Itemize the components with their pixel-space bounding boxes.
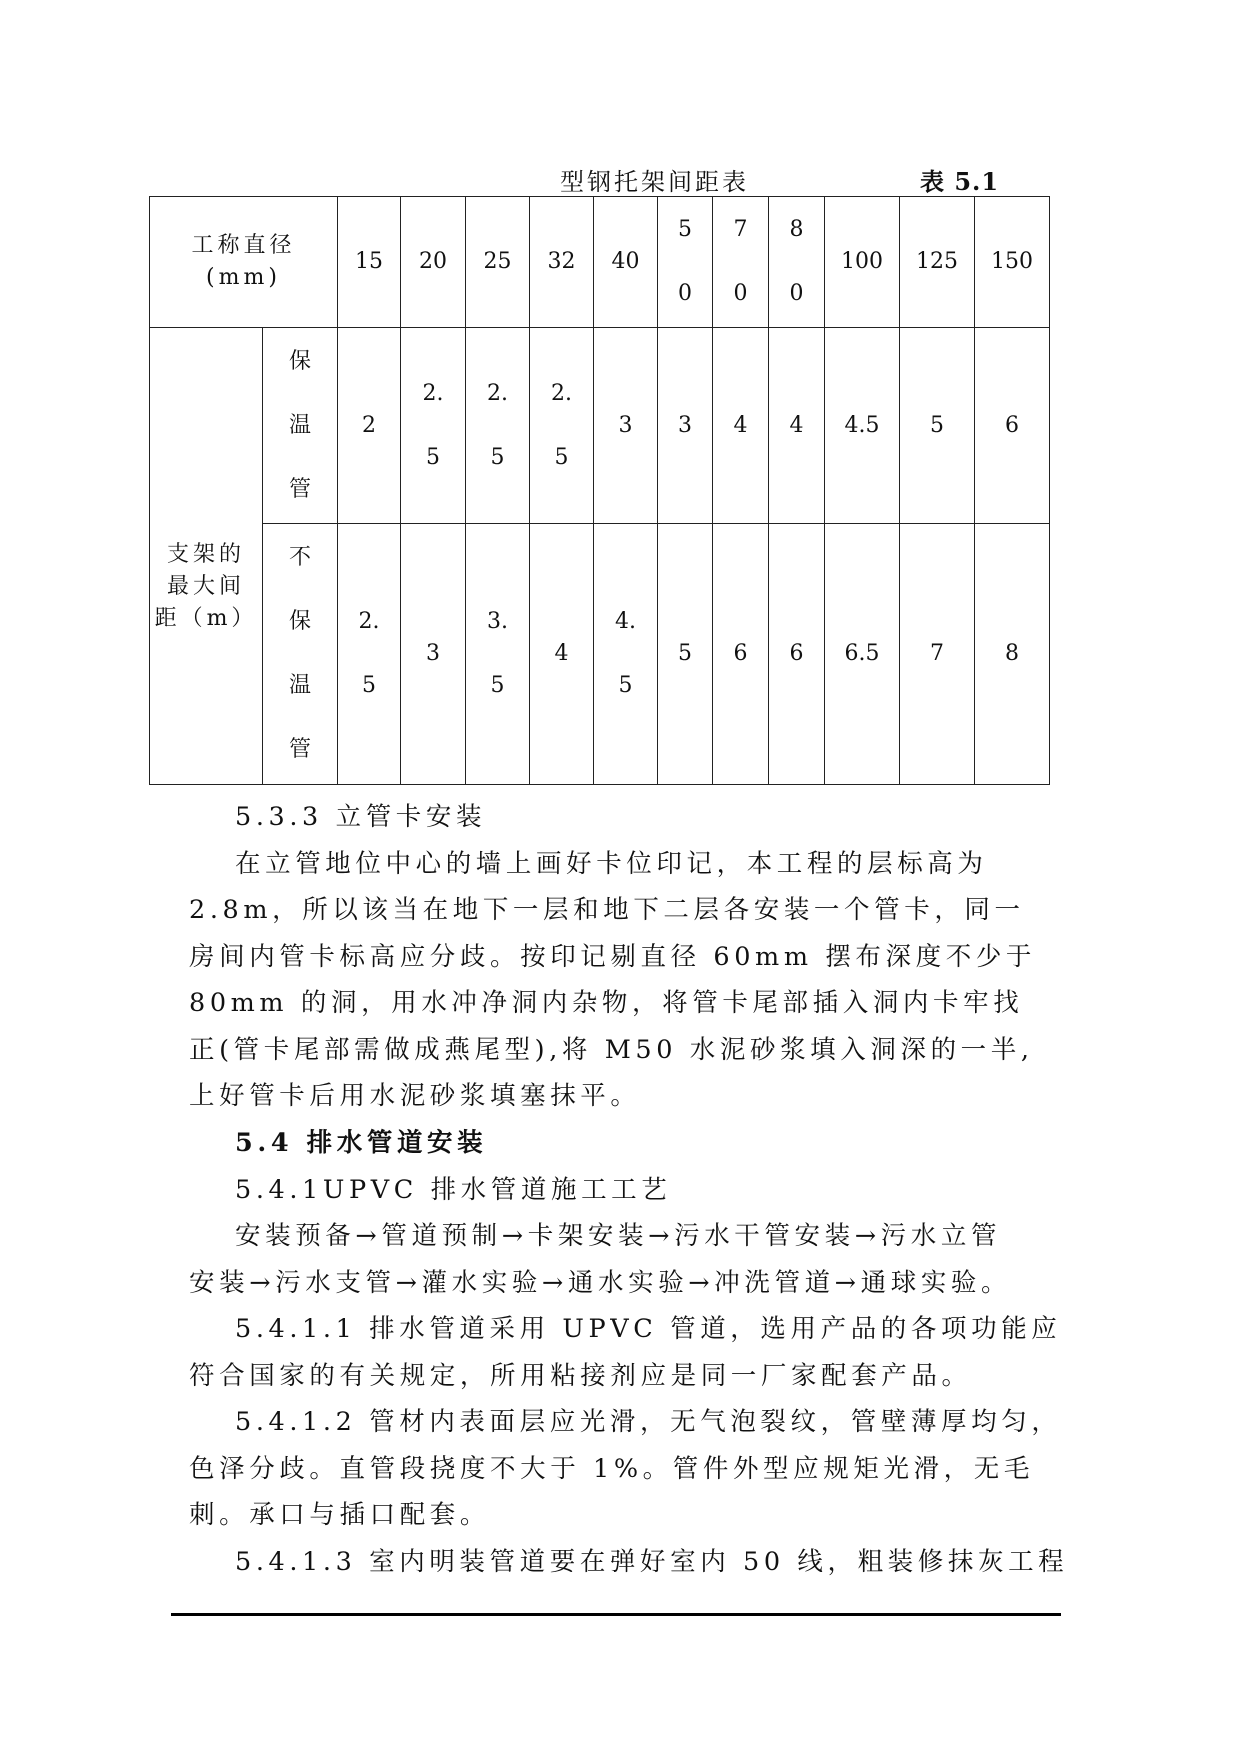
cell-text: 32	[547, 249, 576, 274]
diameter-cell	[338, 197, 401, 328]
cell-text: 0	[678, 281, 692, 306]
header-row	[150, 197, 1050, 328]
paragraph-line: 色泽分歧。直管段挠度不大于 1%。管件外型应规矩光滑，无毛	[189, 1454, 1034, 1484]
cell-text: 2.	[487, 380, 508, 406]
value-cell	[658, 524, 713, 785]
cell-text: 不	[288, 545, 311, 570]
group-label-line: 距（m）	[154, 606, 258, 631]
cell-text: 6.5	[844, 641, 880, 666]
diameter-cell	[401, 197, 466, 328]
cell-text: 8	[1005, 641, 1019, 666]
cell-text: 7	[733, 217, 748, 242]
cell-text: 5	[678, 641, 692, 666]
cell-text: 40	[611, 249, 640, 274]
diameter-cell	[900, 197, 975, 328]
diameter-header-cell	[150, 197, 338, 328]
diameter-cell	[825, 197, 900, 328]
paragraph-line: 正(管卡尾部需做成燕尾型),将 M50 水泥砂浆填入洞深的一半,	[189, 1035, 1034, 1065]
value-cell	[401, 524, 466, 785]
cell-text: 管	[288, 737, 311, 762]
diameter-cell	[466, 197, 530, 328]
cell-text: 5	[678, 217, 692, 242]
paragraph-line: 安装→污水支管→灌水实验→通水实验→冲洗管道→通球实验。	[189, 1268, 1012, 1298]
cell-text: 5	[362, 673, 376, 698]
cell-text: 15	[355, 249, 383, 274]
cell-text: 保	[288, 348, 311, 374]
cell-text: 4	[789, 412, 804, 438]
cell-text: 4.	[615, 609, 636, 634]
paragraph-line: 5.4.1.1 排水管道采用 UPVC 管道，选用产品的各项功能应	[235, 1314, 1062, 1344]
cell-text: 25	[483, 249, 512, 274]
cell-text: 4	[733, 412, 748, 438]
value-cell	[530, 524, 594, 785]
table-caption	[0, 162, 1241, 196]
cell-text: 0	[733, 281, 748, 306]
value-cell	[594, 524, 658, 785]
cell-text: 4	[554, 641, 569, 666]
paragraph-line: 刺。承口与插口配套。	[189, 1500, 491, 1530]
value-cell	[713, 524, 769, 785]
value-cell	[466, 328, 530, 524]
value-cell	[825, 524, 900, 785]
diameter-cell	[658, 197, 713, 328]
cell-text: 温	[288, 673, 311, 698]
diameter-cell	[530, 197, 594, 328]
cell-text: 5	[618, 673, 633, 698]
value-cell	[769, 328, 825, 524]
value-cell	[825, 328, 900, 524]
cell-text: 6	[733, 641, 748, 666]
section-heading-5-4: 5.4 排水管道安装	[235, 1128, 488, 1158]
value-cell	[658, 328, 713, 524]
cell-text: 2.	[551, 380, 572, 406]
paragraph-line: 符合国家的有关规定，所用粘接剂应是同一厂家配套产品。	[189, 1361, 972, 1391]
cell-text: 7	[930, 641, 944, 666]
row-label-uninsulated	[263, 524, 338, 785]
value-cell	[401, 328, 466, 524]
footer-rule	[171, 1613, 1061, 1616]
cell-text: 3.	[487, 609, 508, 634]
cell-text: 温	[288, 412, 311, 438]
cell-text: 5	[490, 444, 505, 470]
value-cell	[466, 524, 530, 785]
paragraph-line: 5.4.1.3 室内明装管道要在弹好室内 50 线，粗装修抹灰工程	[235, 1547, 1069, 1577]
value-cell	[975, 524, 1050, 785]
value-cell	[594, 328, 658, 524]
cell-text: 管	[288, 476, 311, 502]
diameter-cell	[769, 197, 825, 328]
cell-text: 2.	[422, 380, 444, 406]
paragraph-line: 安装预备→管道预制→卡架安装→污水干管安装→污水立管	[235, 1221, 1002, 1251]
paragraph-line: 在立管地位中心的墙上画好卡位印记，本工程的层标高为	[235, 849, 988, 879]
cell-text: 150	[991, 249, 1033, 274]
group-label-line: 支架的	[166, 542, 245, 567]
paragraph-line: 上好管卡后用水泥砂浆填塞抹平。	[189, 1081, 641, 1111]
cell-text: 100	[841, 249, 883, 274]
cell-text: 6	[1005, 412, 1019, 438]
diameter-unit-label: (mm)	[206, 265, 281, 290]
table-title: 型钢托架间距表	[560, 168, 749, 196]
table-number: 表 5.1	[920, 167, 1000, 196]
value-cell	[530, 328, 594, 524]
cell-text: 保	[288, 609, 311, 634]
value-cell	[338, 524, 401, 785]
table-row-insulated	[150, 328, 1050, 524]
paragraph-line: 5.4.1.2 管材内表面层应光滑，无气泡裂纹，管壁薄厚均匀，	[235, 1407, 1062, 1437]
paragraph-line: 房间内管卡标高应分歧。按印记剔直径 60mm 摆布深度不少于	[189, 942, 1037, 972]
cell-text: 8	[789, 217, 804, 242]
cell-text: 20	[419, 249, 447, 274]
cell-text: 4.5	[844, 412, 880, 438]
max-spacing-label-cell	[150, 328, 263, 785]
section-heading-5-4-1: 5.4.1UPVC 排水管道施工工艺	[235, 1175, 672, 1205]
cell-text: 2.	[358, 609, 380, 634]
diameter-header-label: 工称直径	[191, 233, 296, 258]
value-cell	[713, 328, 769, 524]
cell-text: 3	[678, 412, 692, 438]
paragraph-line: 80mm 的洞，用水冲净洞内杂物，将管卡尾部插入洞内卡牢找	[189, 988, 1024, 1018]
table-row-uninsulated	[150, 524, 1050, 785]
value-cell	[338, 328, 401, 524]
value-cell	[900, 328, 975, 524]
cell-text: 3	[618, 412, 633, 438]
paragraph-line: 2.8m，所以该当在地下一层和地下二层各安装一个管卡，同一	[189, 895, 1025, 925]
diameter-cell	[975, 197, 1050, 328]
diameter-cell	[594, 197, 658, 328]
cell-text: 0	[789, 281, 804, 306]
row-label-insulated	[263, 328, 338, 524]
value-cell	[975, 328, 1050, 524]
cell-text: 3	[426, 641, 440, 666]
diameter-cell	[713, 197, 769, 328]
cell-text: 5	[930, 412, 944, 438]
value-cell	[900, 524, 975, 785]
cell-text: 5	[490, 673, 505, 698]
bracket-spacing-table	[149, 196, 1050, 785]
group-label-line: 最大间	[166, 574, 245, 599]
cell-text: 6	[789, 641, 804, 666]
cell-text: 5	[554, 444, 569, 470]
cell-text: 5	[426, 444, 440, 470]
section-heading-5-3-3: 5.3.3 立管卡安装	[235, 802, 487, 832]
cell-text: 2	[362, 412, 376, 438]
cell-text: 125	[916, 249, 958, 274]
value-cell	[769, 524, 825, 785]
